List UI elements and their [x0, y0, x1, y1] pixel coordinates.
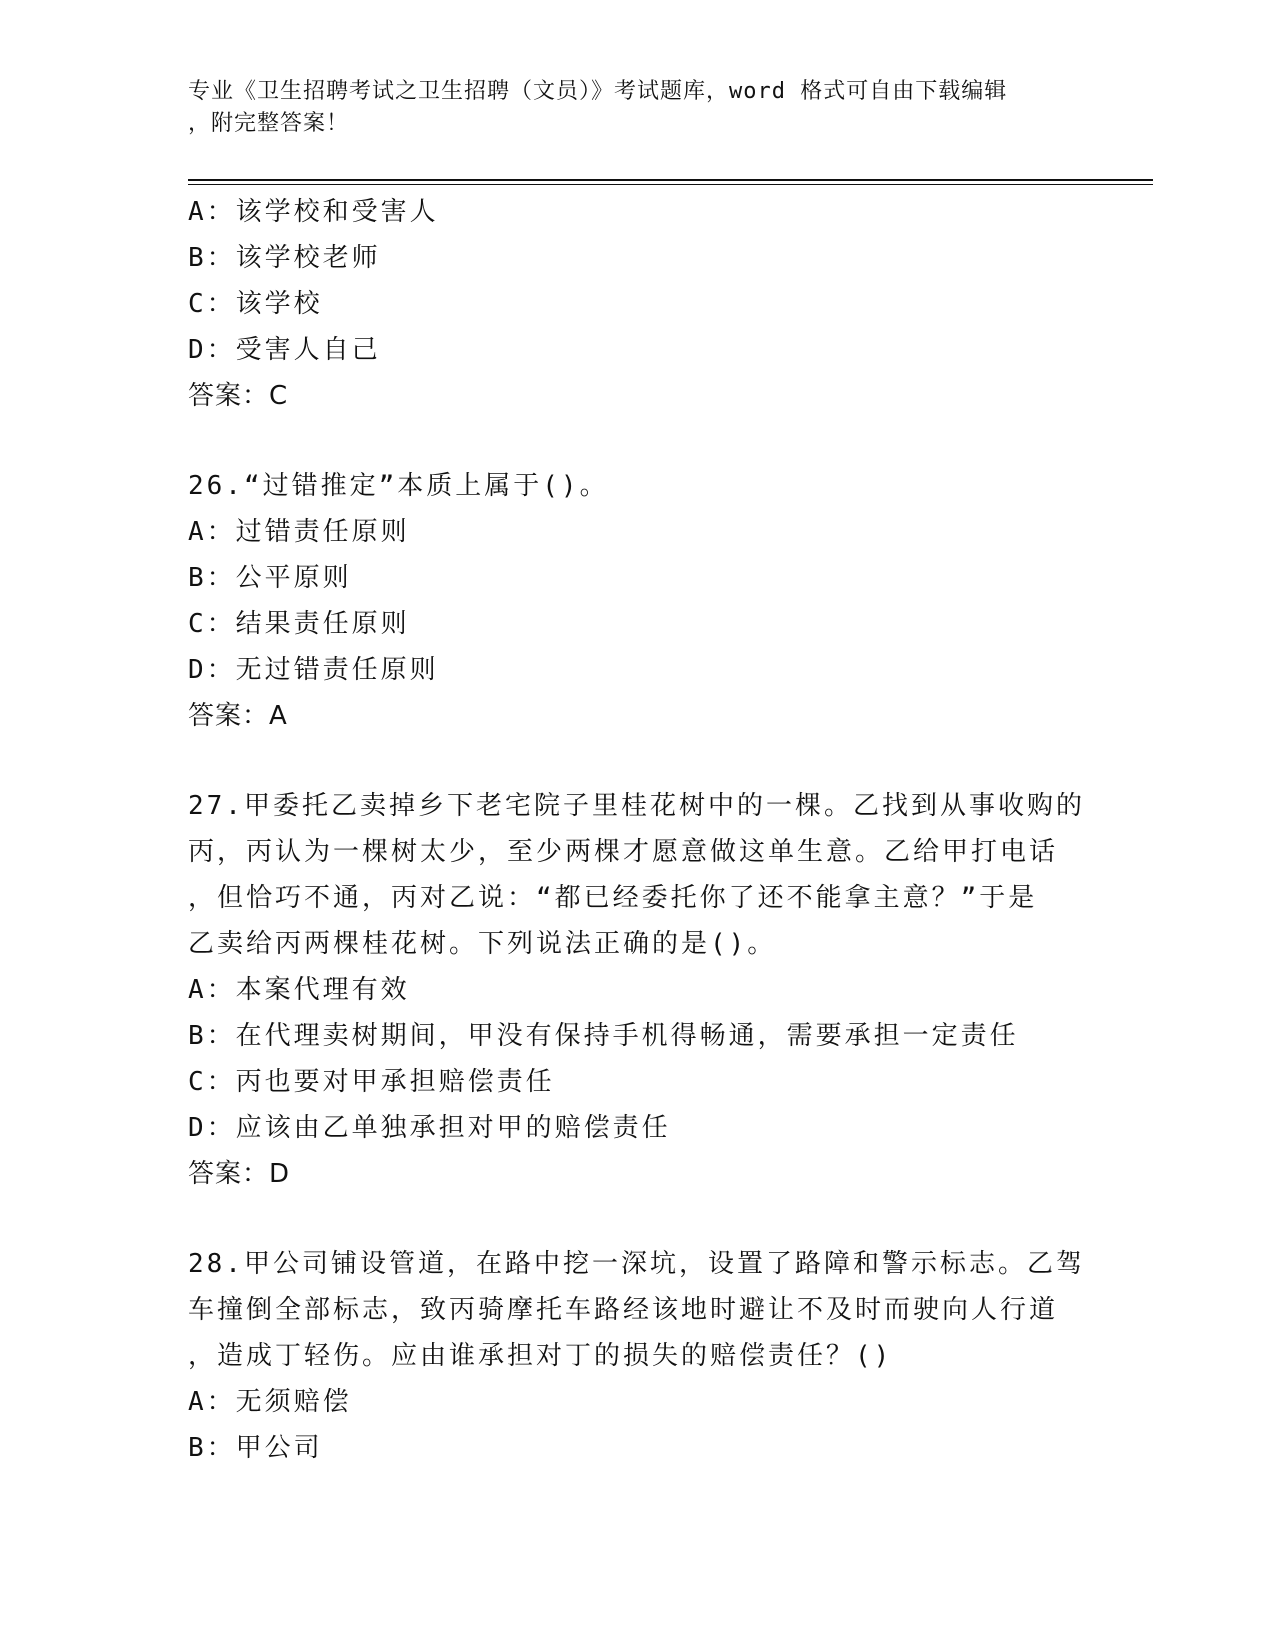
option-c: C：该学校: [188, 289, 323, 319]
option-c: C：结果责任原则: [188, 609, 410, 639]
question-26: [188, 463, 1088, 739]
question-text: 26.“过错推定”本质上属于()。: [188, 471, 609, 501]
option-b: B：在代理卖树期间，甲没有保持手机得畅通，需要承担一定责任: [188, 1021, 1019, 1051]
option-a: A：无须赔偿: [188, 1387, 352, 1417]
header-line-1: 专业《卫生招聘考试之卫生招聘（文员）》考试题库，word 格式可自由下载编辑: [188, 79, 1008, 104]
question-text-line-2: 丙，丙认为一棵树太少，至少两棵才愿意做这单生意。乙给甲打电话: [188, 837, 1059, 867]
answer-line: 答案：C: [188, 381, 289, 411]
option-b: B：该学校老师: [188, 243, 381, 273]
answer-line: 答案：A: [188, 701, 288, 731]
option-d: D：无过错责任原则: [188, 655, 439, 685]
header-divider-thin: [188, 184, 1153, 185]
question-text-line-1: 27.甲委托乙卖掉乡下老宅院子里桂花树中的一棵。乙找到从事收购的: [188, 791, 1085, 821]
option-d: D：应该由乙单独承担对甲的赔偿责任: [188, 1113, 671, 1143]
option-d: D：受害人自己: [188, 335, 381, 365]
question-27: [188, 783, 1088, 1197]
question-28: [188, 1241, 1088, 1471]
option-c: C：丙也要对甲承担赔偿责任: [188, 1067, 555, 1097]
question-list: [188, 189, 1088, 1471]
option-a: A：过错责任原则: [188, 517, 410, 547]
question-text-line-4: 乙卖给丙两棵桂花树。下列说法正确的是()。: [188, 929, 777, 959]
question-text-line-1: 28.甲公司铺设管道，在路中挖一深坑，设置了路障和警示标志。乙驾: [188, 1249, 1085, 1279]
option-a: A：该学校和受害人: [188, 197, 439, 227]
question-25-continued: [188, 189, 1088, 419]
option-a: A：本案代理有效: [188, 975, 410, 1005]
header-line-2: ，附完整答案！: [188, 111, 350, 136]
document-header: [188, 76, 1068, 140]
option-b: B：公平原则: [188, 563, 352, 593]
answer-line: 答案：D: [188, 1159, 291, 1189]
question-text-line-2: 车撞倒全部标志，致丙骑摩托车路经该地时避让不及时而驶向人行道: [188, 1295, 1059, 1325]
question-text-line-3: ，造成丁轻伤。应由谁承担对丁的损失的赔偿责任？(): [188, 1341, 893, 1371]
header-divider-thick: [188, 179, 1153, 181]
question-text-line-3: ，但恰巧不通，丙对乙说：“都已经委托你了还不能拿主意？”于是: [188, 883, 1038, 913]
option-b: B：甲公司: [188, 1433, 323, 1463]
